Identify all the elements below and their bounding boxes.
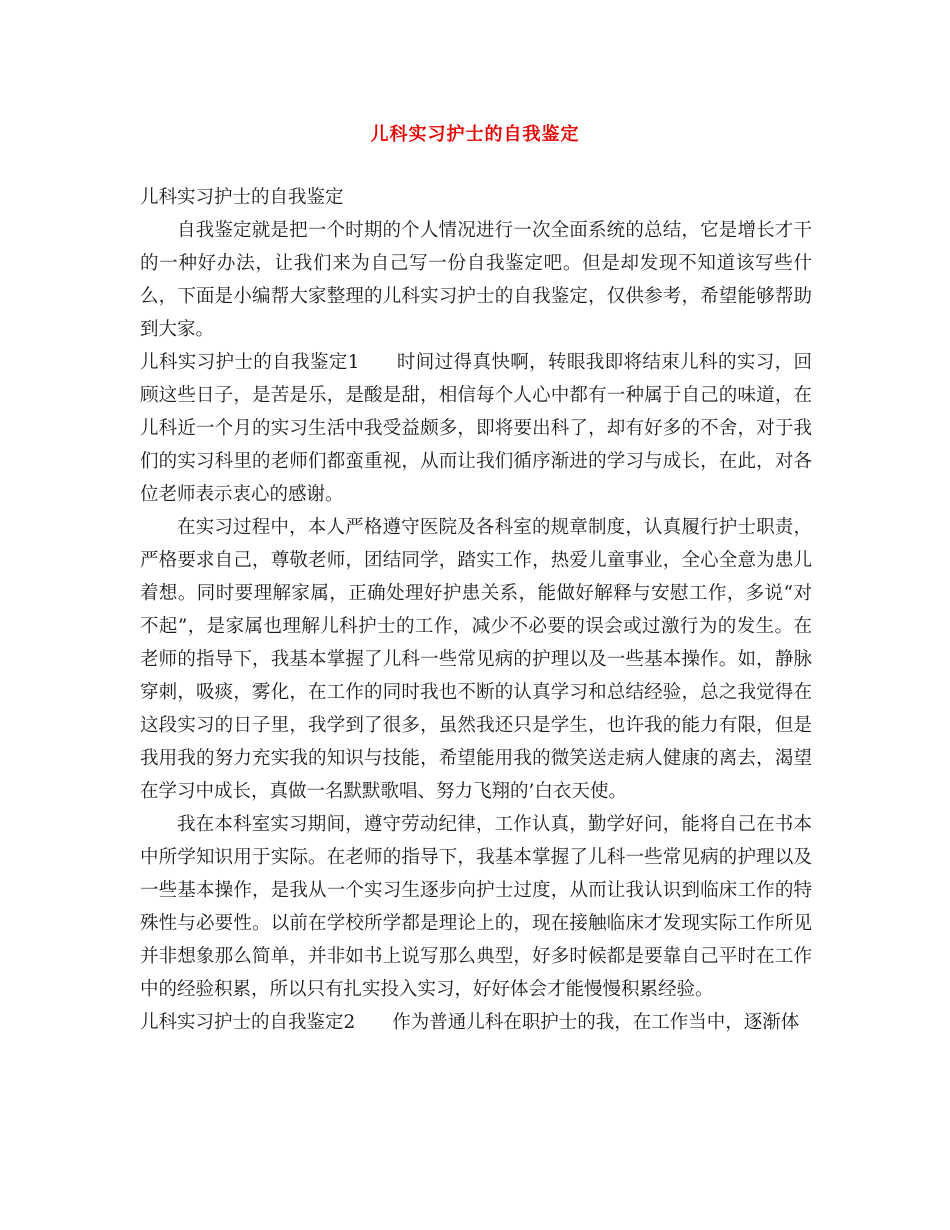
paragraph-3: 我在本科室实习期间，遵守劳动纪律，工作认真，勤学好问，能将自己在书本中所学知识用于实际。在老师的指导下，我基本掌握了儿科一些常见病的护理以及一些基本操作，是我从一个实习生逐步向护士过度，从而让我认识到临床工作的特殊性与必要性。以前在学校所学都是理论上的，现在接触临床才发现实际工作所见并非想象那么简单，并非如书上说写那么典型，好多时候都是要靠自己平时在工作中的经验积累，所以只有扎实投入实习，好好体会才能慢慢积累经验。 [140, 814, 812, 1000]
section-2-heading: 儿科实习护士的自我鉴定2 [140, 1012, 356, 1033]
section-1-heading: 儿科实习护士的自我鉴定1 [140, 352, 360, 373]
section-2-text: 作为普通儿科在职护士的我，在工作当中，逐渐体 [392, 1012, 800, 1033]
section-2-paragraph [140, 1006, 812, 1039]
intro-paragraph: 自我鉴定就是把一个时期的个人情况进行一次全面系统的总结，它是增长才干的一种好办法，让我们来为自己写一份自我鉴定吧。但是却发现不知道该写些什么，下面是小编帮大家整理的儿科实习护士的自我鉴定，仅供参考，希望能够帮助到大家。 [140, 220, 812, 340]
section-1-paragraph [140, 346, 812, 511]
document-body [140, 181, 812, 1039]
paragraph-2: 在实习过程中，本人严格遵守医院及各科室的规章制度，认真履行护士职责，严格要求自己，尊敬老师，团结同学，踏实工作，热爱儿童事业，全心全意为患儿着想。同时要理解家属，正确处理好护患关系，能做好解释与安慰工作，多说“对不起”，是家属也理解儿科护士的工作，减少不必要的误会或过激行为的发生。在老师的指导下，我基本掌握了儿科一些常见病的护理以及一些基本操作。如，静脉穿刺，吸痰，雾化，在工作的同时我也不断的认真学习和总结经验，总之我觉得在这段实习的日子里，我学到了很多，虽然我还只是学生，也许我的能力有限，但是我用我的努力充实我的知识与技能，希望能用我的微笑送走病人健康的离去，渴望在学习中成长，真做一名默默歌唱、努力飞翔的’白衣天使。 [140, 517, 812, 802]
document-title: 儿科实习护士的自我鉴定 [370, 124, 580, 145]
section-1-text: 时间过得真快啊，转眼我即将结束儿科的实习，回顾这些日子，是苦是乐，是酸是甜，相信每个人心中都有一种属于自己的味道，在儿科近一个月的实习生活中我受益颇多，即将要出科了，却有好多的不舍，对于我们的实习科里的老师们都蛮重视，从而让我们循序渐进的学习与成长，在此，对各位老师表示衷心的感谢。 [140, 352, 812, 505]
document-subtitle: 儿科实习护士的自我鉴定 [140, 187, 344, 208]
